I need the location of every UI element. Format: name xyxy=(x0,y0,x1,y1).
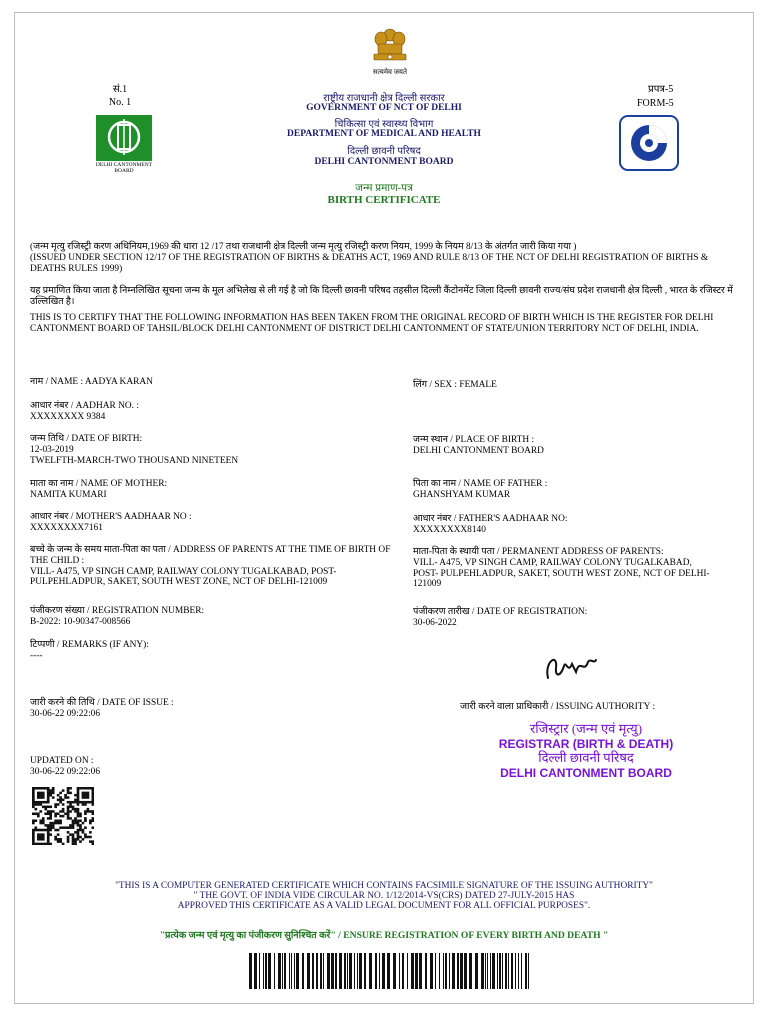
remarks-label: टिप्पणी / REMARKS (IF ANY): xyxy=(30,640,149,650)
issue-date-label: जारी करने की तिथि / DATE OF ISSUE : xyxy=(30,698,174,708)
logo-caption: DELHI CANTONMENT BOARD xyxy=(95,162,153,174)
permanent-address-label: माता-पिता के स्थायी पता / PERMANENT ADDRESS OF PARENTS: xyxy=(413,547,664,557)
dept-title: DEPARTMENT OF MEDICAL AND HEALTH xyxy=(287,129,481,139)
serial-number: No. 1 xyxy=(108,97,132,108)
remarks-value: ---- xyxy=(30,650,43,661)
registrar-title-hindi: रजिस्ट्रार (जन्म एवं मृत्यु) xyxy=(529,721,643,736)
certificate-title: BIRTH CERTIFICATE xyxy=(327,194,441,206)
national-emblem-icon xyxy=(368,27,412,67)
father-aadhaar-label: आधार नंबर / FATHER'S AADHAAR NO: xyxy=(413,514,568,524)
ensure-registration-slogan: "प्रत्येक जन्म एवं मृत्यु का पंजीकरण सुनिश्चित करें" / ENSURE REGISTRATION OF EVERY BIRTH AND DEATH " xyxy=(159,930,609,941)
issuing-authority-label: जारी करने वाला प्राधिकारी / ISSUING AUTHORITY : xyxy=(460,702,656,712)
board-title-hindi: दिल्ली छावनी परिषद xyxy=(347,146,421,157)
name-field xyxy=(30,377,390,388)
valid-document-note: APPROVED THIS CERTIFICATE AS A VALID LEGAL DOCUMENT FOR ALL OFFICIAL PURPOSES". xyxy=(177,901,591,911)
updated-on-value: 30-06-22 09:22:06 xyxy=(30,766,101,777)
place-of-birth-field xyxy=(413,435,733,457)
serial-number-hindi: सं.1 xyxy=(112,84,128,95)
dob-value: 12-03-2019 xyxy=(30,444,74,455)
govt-title: GOVERNMENT OF NCT OF DELHI xyxy=(306,103,462,113)
registrar-title: REGISTRAR (BIRTH & DEATH) xyxy=(498,737,674,751)
computer-generated-note: "THIS IS A COMPUTER GENERATED CERTIFICATE WHICH CONTAINS FACSIMILE SIGNATURE OF THE ISSUING AUTHORITY" xyxy=(115,881,653,891)
registrar-board-hindi: दिल्ली छावनी परिषद xyxy=(538,750,634,765)
sex-label: लिंग / SEX : FEMALE xyxy=(413,380,497,390)
father-label: पिता का नाम / NAME OF FATHER : xyxy=(413,479,548,489)
place-of-birth-value: DELHI CANTONMENT BOARD xyxy=(413,445,544,456)
cantonment-board-logo-icon xyxy=(96,115,152,161)
mother-label: माता का नाम / NAME OF MOTHER: xyxy=(30,479,168,489)
registrar-board: DELHI CANTONMENT BOARD xyxy=(500,766,672,780)
permanent-address-field xyxy=(413,547,713,590)
name-label: नाम / NAME : AADYA KARAN xyxy=(30,377,153,387)
father-aadhaar-value: XXXXXXXX8140 xyxy=(413,524,486,535)
mother-value: NAMITA KUMARI xyxy=(30,489,107,500)
aadhar-field xyxy=(30,401,390,423)
updated-on-label: UPDATED ON : xyxy=(30,756,94,766)
certify-statement: THIS IS TO CERTIFY THAT THE FOLLOWING INFORMATION HAS BEEN TAKEN FROM THE ORIGINAL RECORD OF BIRTH WHICH IS THE REGISTER FOR DELHI CANTONMENT BOARD OF TAHSIL/BLOCK DELHI CANTONMENT OF DISTRICT DELHI CANTONMENT OF STATE/UNION TERRITORY NCT OF DELHI, INDIA. xyxy=(30,313,714,334)
mother-aadhaar-field xyxy=(30,512,390,534)
board-title: DELHI CANTONMENT BOARD xyxy=(314,157,454,167)
certificate-title-hindi: जन्म प्रमाण-पत्र xyxy=(355,183,413,194)
barcode-icon xyxy=(249,953,529,989)
dob-words: TWELFTH-MARCH-TWO THOUSAND NINETEEN xyxy=(30,455,239,466)
govt-circular-note: " THE GOVT. OF INDIA VIDE CIRCULAR NO. 1/12/2014-VS(CRS) DATED 27-JULY-2015 HAS xyxy=(193,891,575,901)
crs-logo-icon xyxy=(619,115,679,171)
place-of-birth-label: जन्म स्थान / PLACE OF BIRTH : xyxy=(413,435,535,445)
registration-date-value: 30-06-2022 xyxy=(413,617,457,628)
father-value: GHANSHYAM KUMAR xyxy=(413,489,511,500)
sex-field xyxy=(413,380,733,391)
mother-aadhaar-label: आधार नंबर / MOTHER'S AADHAAR NO : xyxy=(30,512,192,522)
aadhar-label: आधार नंबर / AADHAR NO. : xyxy=(30,401,139,411)
form-number: FORM-5 xyxy=(637,98,674,109)
emblem-motto: सत्यमेव जयते xyxy=(373,68,407,76)
father-aadhaar-field xyxy=(413,514,733,536)
registration-date-label: पंजीकरण तारीख / DATE OF REGISTRATION: xyxy=(413,607,588,617)
dob-field xyxy=(30,434,390,466)
issue-date-field xyxy=(30,698,390,720)
permanent-address-value: VILL- A475, VP SINGH CAMP, RAILWAY COLONY TUGALKABAD, POST- PULPEHLADPUR, SAKET, SOUTH WEST ZONE, NCT OF DELHI-121009 xyxy=(413,557,710,590)
remarks-field xyxy=(30,640,390,662)
registration-number-field xyxy=(30,606,390,628)
mother-aadhaar-value: XXXXXXXX7161 xyxy=(30,522,103,533)
registration-number-label: पंजीकरण संख्या / REGISTRATION NUMBER: xyxy=(30,606,205,616)
signature-icon xyxy=(540,648,604,688)
dob-label: जन्म तिथि / DATE OF BIRTH: xyxy=(30,434,143,444)
issued-under-hindi: (जन्म मृत्यु रजिस्ट्री करण अधिनियम,1969 की धारा 12 /17 तथा राजधानी क्षेत्र दिल्ली जन्म मृत्यु रजिस्ट्री करण नियम, 1999 के नियम 8/13 के अंतर्गत जारी किया गया ) xyxy=(30,242,577,252)
issue-date-value: 30-06-22 09:22:06 xyxy=(30,708,101,719)
qr-code-icon xyxy=(32,787,94,845)
father-field xyxy=(413,479,733,501)
updated-on-field xyxy=(30,756,390,778)
registration-number-value: B-2022: 10-90347-008566 xyxy=(30,616,131,627)
certify-statement-hindi: यह प्रमाणित किया जाता है निम्नलिखित सूचना जन्म के मूल अभिलेख से ली गई है जो कि दिल्ली छावनी परिषद तहसील दिल्ली कैंटोनमेंट जिला दिल्ली छावनी राज्य/संघ प्रदेश राजधानी क्षेत्र दिल्ली , भारत के रजिस्टर में उल्लिखित है। xyxy=(30,286,733,307)
aadhar-value: XXXXXXXX 9384 xyxy=(30,411,106,422)
issued-under: (ISSUED UNDER SECTION 12/17 OF THE REGISTRATION OF BIRTHS & DEATHS ACT, 1969 AND RULE 8/13 OF THE NCT OF DELHI REGISTRATION OF BIRTHS & DEATHS RULES 1999) xyxy=(30,253,709,274)
mother-field xyxy=(30,479,390,501)
birth-address-field xyxy=(30,545,395,588)
dept-title-hindi: चिकित्सा एवं स्वास्थ्य विभाग xyxy=(334,119,434,130)
form-number-hindi: प्रपत्र-5 xyxy=(648,84,674,95)
govt-title-hindi: राष्ट्रीय राजधानी क्षेत्र दिल्ली सरकार xyxy=(323,93,445,104)
birth-address-label: बच्चे के जन्म के समय माता-पिता का पता / ADDRESS OF PARENTS AT THE TIME OF BIRTH OF THE CHILD : xyxy=(30,545,391,566)
registration-date-field xyxy=(413,607,733,629)
birth-address-value: VILL- A475, VP SINGH CAMP, RAILWAY COLONY TUGALKABAD, POST- PULPEHLADPUR, SAKET, SOUTH WEST ZONE, NCT OF DELHI-121009 xyxy=(30,566,337,588)
